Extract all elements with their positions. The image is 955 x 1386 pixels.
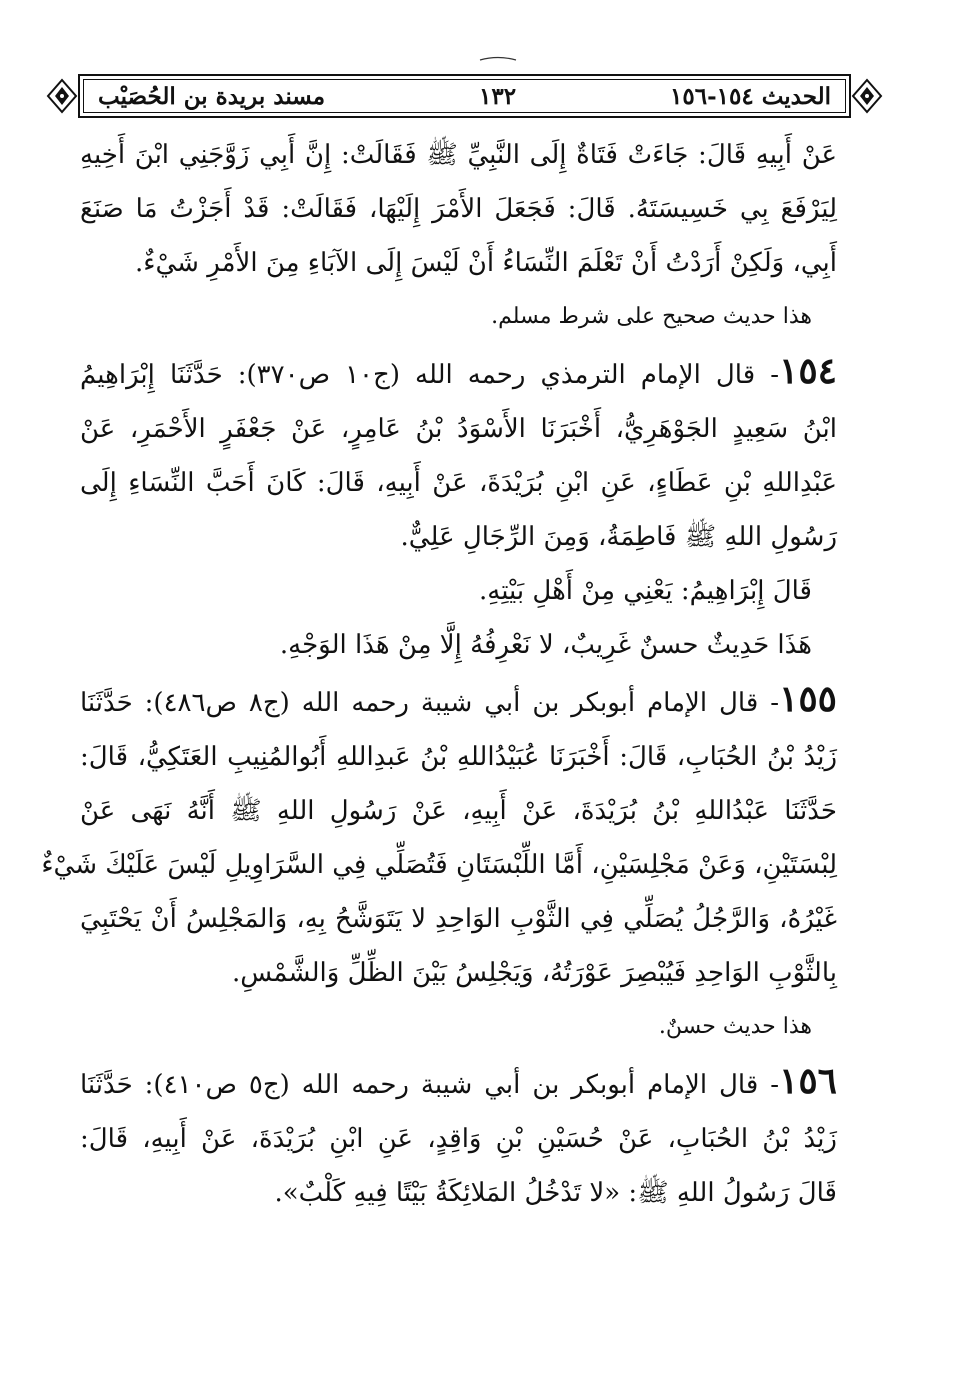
text-line: زَيْدُ بْنُ الحُبَابِ، عَنْ حُسَيْنِ بْنِ وَاقِدٍ، عَنِ ابْنِ بُرَيْدَةَ، عَنْ أَبِيهِ، قَالَ: xyxy=(80,1124,837,1154)
text-line: زَيْدُ بْنُ الحُبَابِ، قَالَ: أَخْبَرَنَا عُبَيْدُاللهِ بْنُ عَبدِاللهِ أَبُوالمُنِيبِ العَتَكِيُّ، قَالَ: xyxy=(80,742,837,772)
text-line: بِالثَّوْبِ الوَاحِدِ فَيُبْصِرَ عَوْرَتُهُ، وَيَجْلِسُ بَيْنَ الظِّلِّ وَالشَّمْسِ. xyxy=(232,958,837,988)
text-line: لِيَرْفَعَ بِي خَسِيسَتَهُ. قَالَ: فَجَعَلَ الأَمْرَ إِلَيْهَا، فَقَالَتْ: قَدْ أَجَزْتُ مَا صَنَعَ xyxy=(80,194,837,224)
hadith-grade: هذا حديث صحيح على شرط مسلم. xyxy=(491,304,812,329)
text-line: قَالَ رَسُولُ اللهِ ﷺ: «لا تَدْخُلُ المَلائِكَةُ بَيْتًا فِيهِ كَلْبٌ». xyxy=(274,1178,837,1208)
page-header xyxy=(78,74,851,118)
text-line: حَدَّثَنَا عَبْدُاللهِ بْنُ بُرَيْدَةَ، عَنْ أَبِيهِ، عَنْ رَسُولِ اللهِ ﷺ أَنَّهُ نَهَى عَنْ xyxy=(80,796,837,826)
hadith-number: ١٥٥ xyxy=(779,678,838,720)
text-line: قَالَ إِبْرَاهِيمُ: يَعْنِي مِنْ أَهْلِ بَيْتِهِ. xyxy=(479,576,812,606)
text-line: لِبْسَتَيْنِ، وَعَنْ مَجْلِسَيْنِ، أَمَّا اللِّبْسَتَانِ فَتُصَلِّي فِي السَّرَاوِيلِ لَيْسَ عَلَيْكَ شَيْءٌ xyxy=(41,850,837,880)
diamond-ornament-icon xyxy=(851,78,883,114)
chapter-title: الحديث ١٥٤-١٥٦ xyxy=(670,82,831,110)
top-mark xyxy=(478,56,518,62)
hadith-intro-text: - قال الإمام أبوبكر بن أبي شيبة رحمه الله (ج٥ ص٤١٠): حَدَّثَنَا xyxy=(80,1070,779,1100)
diamond-ornament-icon xyxy=(46,78,78,114)
hadith-154-intro xyxy=(80,344,837,402)
page-body xyxy=(41,128,838,1220)
text-line: عَبْدِاللهِ بْنِ عَطَاءٍ، عَنِ ابْنِ بُرَيْدَةَ، عَنْ أَبِيهِ، قَالَ: كَانَ أَحَبَّ النِّسَاءِ إِلَى xyxy=(80,468,837,498)
hadith-intro-text: - قال الإمام الترمذي رحمه الله (ج١٠ ص٣٧٠): حَدَّثَنَا إِبْرَاهِيمُ xyxy=(80,360,779,390)
hadith-155-intro xyxy=(80,672,837,730)
hadith-grade: هذا حديث حسنٌ. xyxy=(658,1014,812,1039)
text-line: رَسُولِ اللهِ ﷺ فَاطِمَةُ، وَمِنَ الرِّجَالِ عَلِيٌّ. xyxy=(400,522,837,552)
hadith-grade: هَذَا حَدِيثٌ حسنٌ غَرِيبٌ، لا نَعْرِفُهُ إِلَّا مِنْ هَذَا الوَجْهِ. xyxy=(279,630,812,660)
hadith-number: ١٥٤ xyxy=(779,350,838,392)
text-line: ابْنُ سَعِيدٍ الجَوْهَرِيُّ، أَخْبَرَنَا الأَسْوَدُ بْنُ عَامِرٍ، عَنْ جَعْفَرٍ الأَحْمَرِ، عَنْ xyxy=(80,414,837,444)
text-line: أَبِي، وَلَكِنْ أَرَدْتُ أَنْ تَعْلَمَ النِّسَاءُ أَنْ لَيْسَ إِلَى الآبَاءِ مِنَ الأَمْرِ شَيْءٌ. xyxy=(135,248,837,278)
text-line: غَيْرُهُ، وَالرَّجُلُ يُصَلِّي فِي الثَّوْبِ الوَاحِدِ لا يَتَوَشَّحُ بِهِ، وَالمَجْلِسُ أَنْ يَحْتَبِيَ xyxy=(80,904,837,934)
hadith-number: ١٥٦ xyxy=(779,1060,838,1102)
hadith-156-intro xyxy=(80,1054,837,1112)
book-title: مسند بريدة بن الحُصَيْب xyxy=(98,82,326,110)
text-line: عَنْ أَبِيهِ قَالَ: جَاءَتْ فَتَاةٌ إِلَى النَّبِيِّ ﷺ فَقَالَتْ: إِنَّ أَبِي زَوَّجَنِي ابْنَ أَخِيهِ xyxy=(80,140,837,170)
page-number: ١٣٢ xyxy=(479,82,517,110)
hadith-intro-text: - قال الإمام أبوبكر بن أبي شيبة رحمه الله (ج٨ ص٤٨٦): حَدَّثَنَا xyxy=(80,688,779,718)
